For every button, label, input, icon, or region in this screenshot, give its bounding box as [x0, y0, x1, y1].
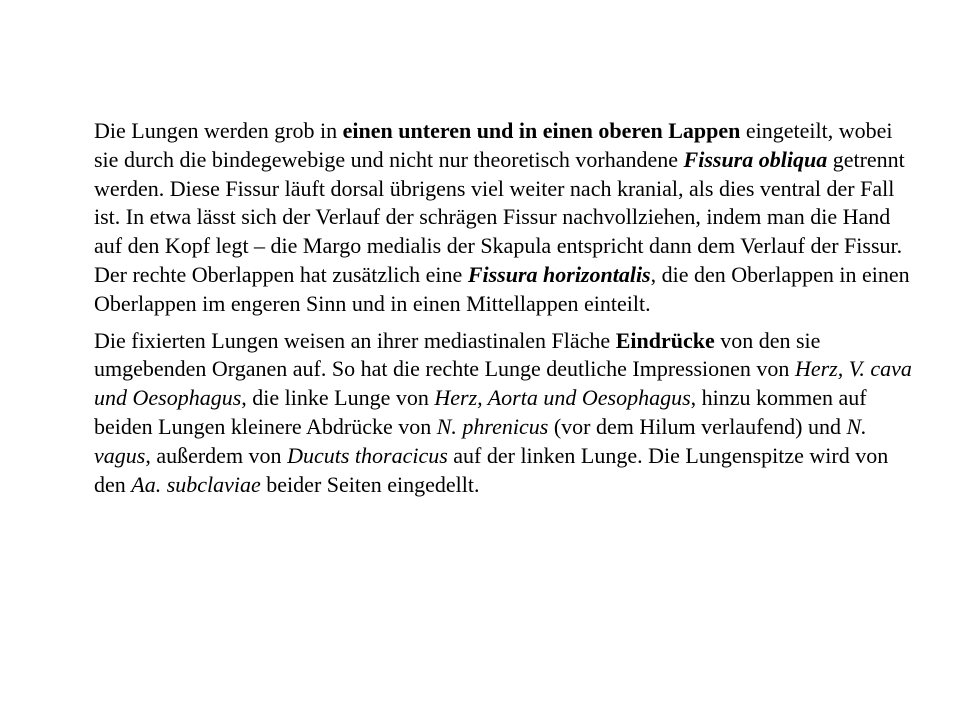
term-italic: Ducuts thoracicus: [287, 442, 448, 468]
text-segment: Die Lungen werden grob in: [94, 118, 343, 143]
term-italic: Herz, Aorta und Oesophagus: [434, 385, 691, 411]
paragraph-lung-lobes: [94, 117, 914, 319]
text-segment: auf der linken Lunge. Die Lungenspitze wird von den: [94, 442, 889, 497]
text-segment: von den sie umgebenden Organen auf. So hat die rechte Lunge deutliche Impressionen von: [94, 327, 821, 382]
text-segment: , die linke Lunge von: [241, 385, 435, 411]
term-italic: N. phrenicus: [436, 413, 549, 439]
text-segment: , außerdem von: [145, 442, 288, 468]
term-italic: Herz, V. cava und Oesophagus: [94, 356, 912, 411]
paragraph-impressions: [94, 327, 914, 500]
term-italic: N. vagus: [94, 413, 867, 468]
text-segment: eingeteilt, wobei sie durch die bindegewebige und nicht nur theoretisch vorhandene: [94, 118, 893, 172]
term-eindruecke: Eindrücke: [615, 327, 715, 353]
text-segment: getrennt werden. Diese Fissur läuft dorsal übrigens viel weiter nach kranial, als dies ventral der Fall ist. In etwa lässt sich der Verlauf der schrägen Fissur nachvollziehen, indem man die Hand auf den Kopf legt – die Margo medialis der Skapula entspricht dann dem Verlauf der Fissur. Der rechte Oberlappen hat zusätzlich eine: [94, 146, 905, 287]
term-fissura-horizontalis: Fissura horizontalis: [467, 261, 651, 287]
text-segment: Die fixierten Lungen weisen an ihrer mediastinalen Fläche: [94, 327, 616, 353]
text-segment: beider Seiten eingedellt.: [260, 471, 480, 497]
term-italic: Aa. subclaviae: [131, 471, 261, 497]
text-segment-emphasis: einen unteren und in einen oberen Lappen: [342, 118, 741, 143]
term-fissura-obliqua: Fissura obliqua: [683, 146, 828, 172]
text-segment: (vor dem Hilum verlaufend) und: [548, 413, 847, 439]
text-segment: , die den Oberlappen in einen Oberlappen im engeren Sinn und in einen Mittellappen einteilt.: [94, 261, 910, 316]
body-text: [94, 117, 914, 507]
text-segment: , hinzu kommen auf beiden Lungen kleinere Abdrücke von: [94, 385, 867, 439]
